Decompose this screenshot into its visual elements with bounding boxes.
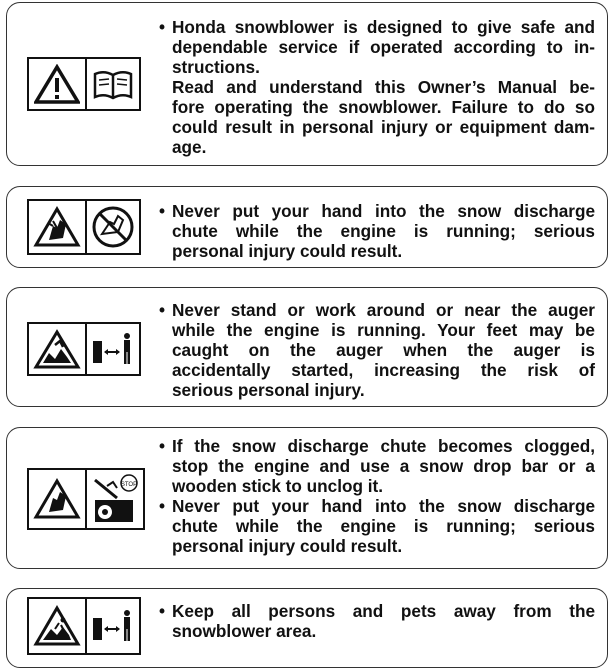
text-line: serious personal injury. [172,380,365,400]
text-line: personal injury could result. [172,241,403,261]
text-line: personal injury could result. [172,536,403,556]
section-5-text [157,601,595,641]
text-line: fore operating the snowblower. Failure to do so [172,97,595,117]
text-line: • Never stand or work around or near the auger [172,300,595,320]
section-2-text [157,201,595,261]
section-4-text [157,436,595,556]
safety-section-5 [6,588,608,668]
paragraph-item [157,77,595,157]
text-line: • Never put your hand into the snow discharge [172,496,595,516]
safety-section-1 [6,2,608,166]
warning-label-2 [27,199,141,255]
text-line: • Honda snowblower is designed to give safe and [172,17,595,37]
text-line: • If the snow discharge chute becomes clogged, [172,436,595,456]
chute-hazard-icon [29,470,87,528]
safety-section-2 [6,186,608,268]
bullet-item [157,201,595,261]
auger-feet-hazard-icon [29,324,87,374]
warning-triangle-icon [29,59,87,109]
text-line: while the engine is running. Your feet may be [172,320,595,340]
hand-in-chute-hazard-icon [29,201,87,253]
safety-section-4 [6,427,608,569]
text-line: • Keep all persons and pets away from the [172,601,595,621]
text-line: age. [172,137,207,157]
text-line: chute while the engine is running; serious [172,221,595,241]
warning-label-5 [27,597,141,655]
bullet-item [157,17,595,77]
bullet-item [157,601,595,641]
svg-text:STOP: STOP [120,482,138,488]
warning-label-3 [27,322,141,376]
owners-manual-book-icon [87,59,139,109]
bullet-item [157,496,595,556]
text-line: accidentally started, increasing the risk of [172,360,595,380]
section-1-text [157,17,595,157]
bullet-item [157,300,595,400]
bullet-item [157,436,595,496]
text-line: chute while the engine is running; serious [172,516,595,536]
text-line: • Never put your hand into the snow discharge [172,201,595,221]
text-line: wooden stick to unclog it. [172,476,384,496]
text-line: Read and understand this Owner’s Manual be- [172,77,595,97]
keep-distance-icon [87,324,139,374]
text-line: structions. [172,57,260,77]
keep-distance-icon [87,599,139,653]
text-line: dependable service if operated according to in- [172,37,595,57]
section-3-text [157,300,595,400]
warning-label-1 [27,57,141,111]
text-line: snowblower area. [172,621,317,641]
thrown-objects-hazard-icon [29,599,87,653]
no-hand-prohibition-icon [87,201,139,253]
text-line: could result in personal injury or equipment dam- [172,117,595,137]
warning-label-4 [27,468,145,530]
text-line: caught on the auger when the auger is [172,340,595,360]
safety-section-3 [6,287,608,407]
stop-engine-clear-chute-icon [87,470,143,528]
text-line: stop the engine and use a snow drop bar or a [172,456,595,476]
